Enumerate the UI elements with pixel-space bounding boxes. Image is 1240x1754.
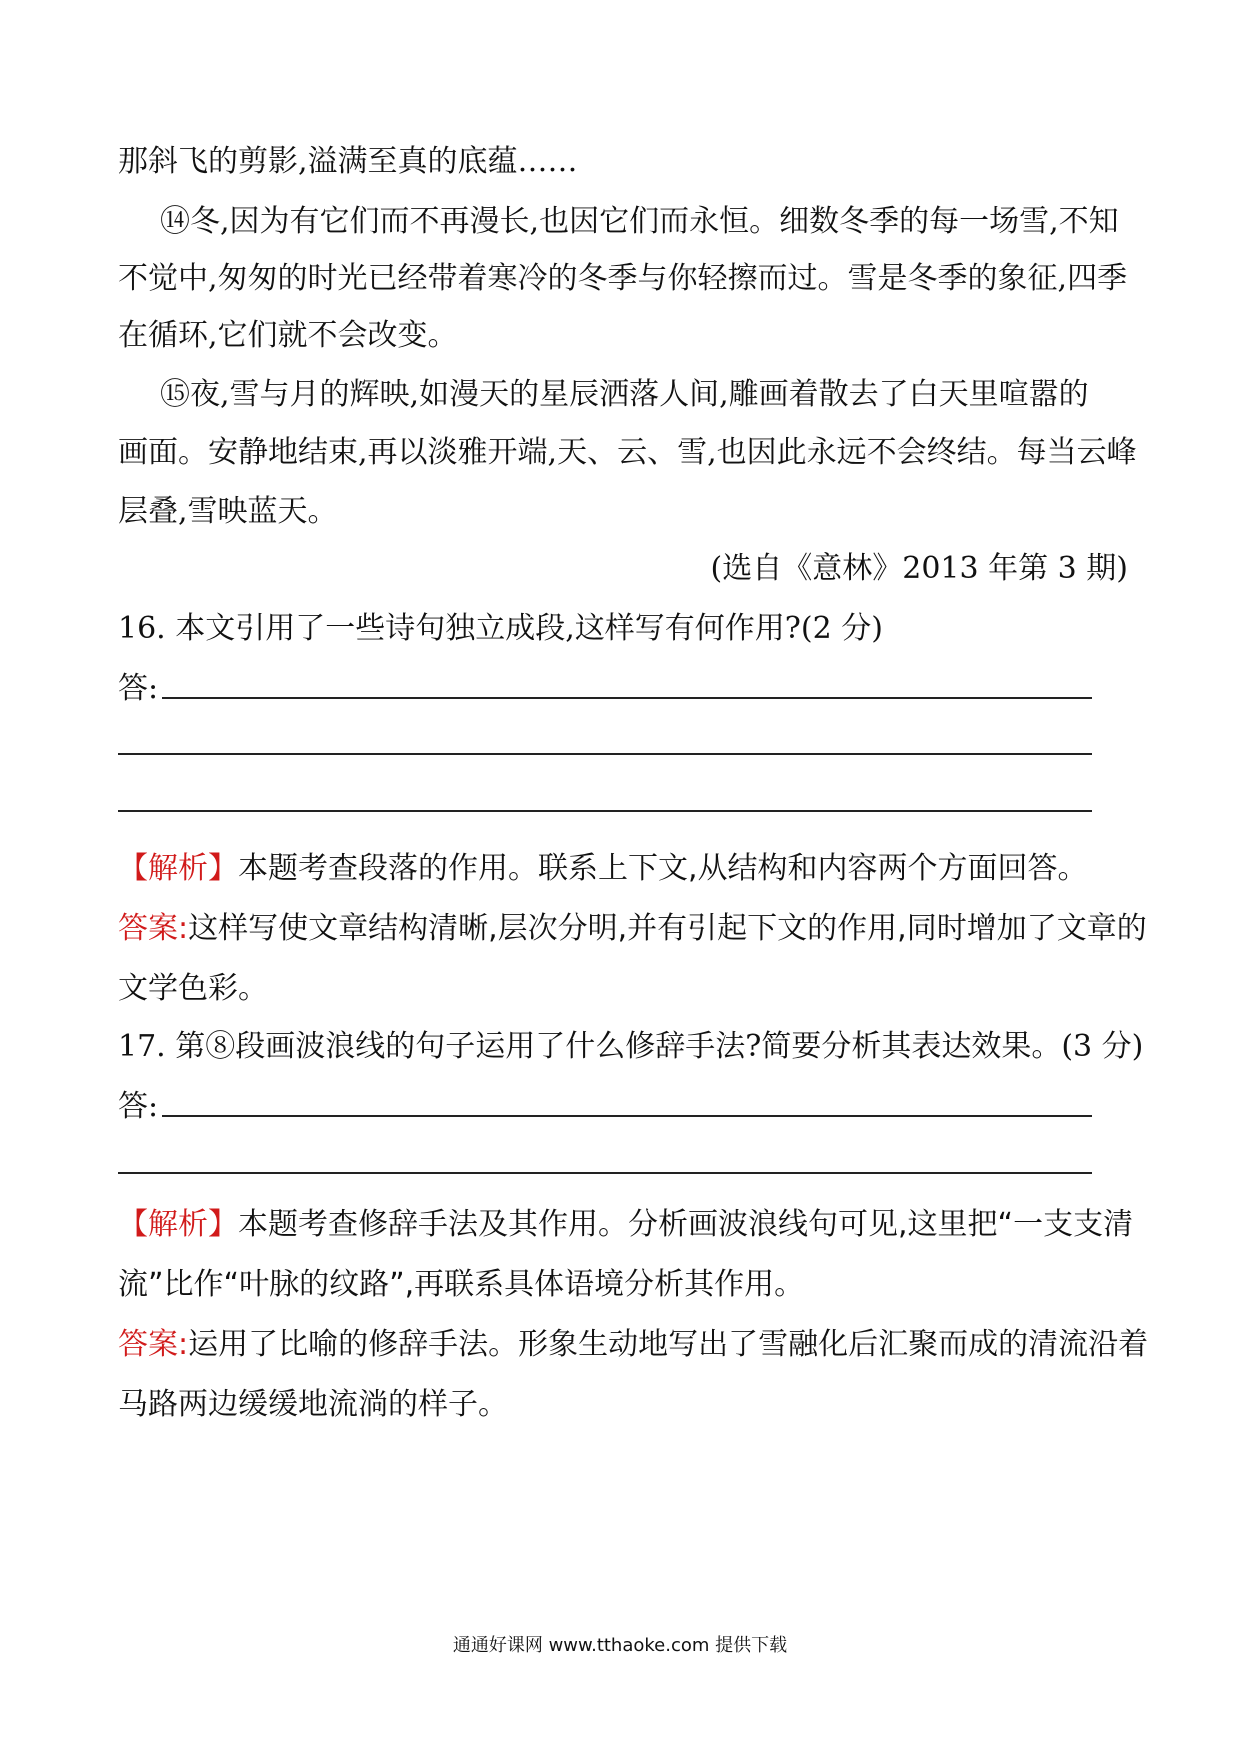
q16-answer-blank-3[interactable] [118,810,1092,812]
q16-answer-text-1: 这样写使文章结构清晰,层次分明,并有引起下文的作用,同时增加了文章的 [188,911,1147,946]
q16-answer-blank-1[interactable] [162,697,1092,699]
q17-answer-label: 答案: [118,1327,189,1362]
q17-analysis-text-1: 本题考查修辞手法及其作用。分析画波浪线句可见,这里把“一支支清 [238,1207,1134,1242]
q16-analysis-text: 本题考查段落的作用。联系上下文,从结构和内容两个方面回答。 [238,851,1088,886]
q16-analysis [118,840,1128,898]
q17-answer-blank-1[interactable] [162,1115,1092,1117]
q16-answer-blank-2[interactable] [118,753,1092,755]
page-footer: 通通好课网 www.tthaoke.com 提供下载 [452,1635,788,1656]
paragraph-13-tail: 那斜飞的剪影,溢满至真的底蕴…… [118,144,578,179]
paragraph-15-marker: ⑮ [160,377,190,412]
q16-answer-label: 答案: [118,911,189,946]
source-citation: (选自《意林》2013 年第 3 期) [710,551,1128,586]
paragraph-14-marker: ⑭ [160,204,190,239]
q16-question: 16. 本文引用了一些诗句独立成段,这样写有何作用?(2 分) [118,611,883,646]
paragraph-14-line-2: 不觉中,匆匆的时光已经带着寒冷的冬季与你轻擦而过。雪是冬季的象征,四季 [118,261,1128,296]
q16-answer-line-1 [118,900,1147,958]
q16-answer-line-2: 文学色彩。 [118,971,268,1006]
paragraph-14-line-3: 在循环,它们就不会改变。 [118,318,458,353]
q17-answer-line-1 [118,1316,1149,1374]
q16-analysis-label: 【解析】 [118,851,238,886]
q17-answer-prompt: 答: [118,1089,159,1124]
q17-analysis-line-1 [118,1196,1134,1254]
paragraph-14-text-1: 冬,因为有它们而不再漫长,也因它们而永恒。细数冬季的每一场雪,不知 [190,204,1119,239]
q16-answer-prompt: 答: [118,671,159,706]
paragraph-15-text-1: 夜,雪与月的辉映,如漫天的星辰洒落人间,雕画着散去了白天里喧嚣的 [190,377,1089,412]
paragraph-15-line-2: 画面。安静地结束,再以淡雅开端,天、云、雪,也因此永远不会终结。每当云峰 [118,435,1137,470]
q17-answer-text-1: 运用了比喻的修辞手法。形象生动地写出了雪融化后汇聚而成的清流沿着 [188,1327,1149,1362]
q17-analysis-label: 【解析】 [118,1207,238,1242]
paragraph-15-line-1 [160,366,1128,424]
q17-analysis-line-2: 流”比作“叶脉的纹路”,再联系具体语境分析其作用。 [118,1267,805,1302]
paragraph-15-line-3: 层叠,雪映蓝天。 [118,494,338,529]
q17-question: 17. 第⑧段画波浪线的句子运用了什么修辞手法?简要分析其表达效果。(3 分) [118,1029,1144,1064]
paragraph-14-line-1 [160,193,1128,251]
q17-answer-line-2: 马路两边缓缓地流淌的样子。 [118,1387,508,1422]
q17-answer-blank-2[interactable] [118,1172,1092,1174]
